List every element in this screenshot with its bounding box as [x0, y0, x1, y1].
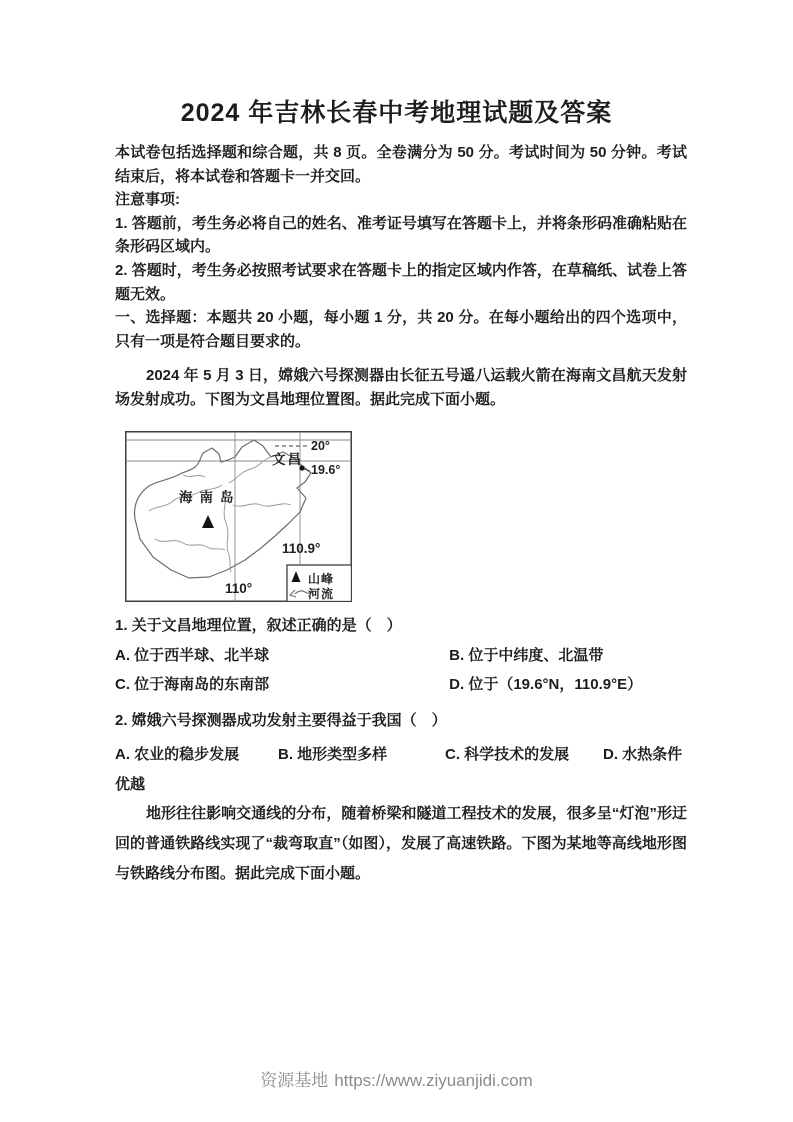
page-title: 2024 年吉林长春中考地理试题及答案	[180, 99, 613, 127]
notice-item-2: 2. 答题时，考生务必按照考试要求在答题卡上的指定区域内作答，在草稿纸、试卷上答题无效。	[115, 261, 687, 303]
q1-option-a: A. 位于西半球、北半球	[115, 647, 270, 664]
legend-peak-label: 山峰	[308, 572, 335, 586]
lon-label-110-9: 110.9°	[282, 541, 321, 556]
lon-label-110: 110°	[225, 581, 253, 596]
city-label: 文昌	[272, 452, 303, 467]
section-heading: 一、选择题：本题共 20 小题，每小题 1 分，共 20 分。在每小题给出的四个选项中，只有一项是符合题目要求的。	[115, 309, 687, 350]
notice-heading: 注意事项:	[115, 191, 180, 209]
hainan-map-figure	[125, 431, 352, 602]
question-1-stem: 1. 关于文昌地理位置，叙述正确的是（ ）	[115, 617, 402, 634]
question-1-options-row-1	[115, 646, 715, 666]
question-2-options	[115, 740, 687, 800]
q2-option-b: B. 地形类型多样	[278, 746, 388, 763]
stimulus-paragraph-1: 2024 年 5 月 3 日，嫦娥六号探测器由长征五号遥八运载火箭在海南文昌航天发射场发射成功。下图为文昌地理位置图。据此完成下面小题。	[115, 367, 687, 408]
lat-label-19-6: 19.6°	[311, 463, 341, 477]
q2-option-a: A. 农业的稳步发展	[115, 746, 240, 763]
legend-river-label: 河流	[308, 587, 335, 601]
hainan-map-svg	[125, 431, 352, 602]
q1-option-d: D. 位于（19.6°N，110.9°E）	[449, 676, 643, 693]
exam-header-block	[115, 141, 687, 353]
island-label: 海南岛	[179, 490, 241, 505]
question-2-stem: 2. 嫦娥六号探测器成功发射主要得益于我国（ ）	[115, 712, 447, 729]
q1-option-b: B. 位于中纬度、北温带	[449, 647, 604, 664]
footer-site-url[interactable]: https://www.ziyuanjidi.com	[334, 1071, 533, 1090]
exam-info-paragraph: 本试卷包括选择题和综合题，共 8 页。全卷满分为 50 分。考试时间为 50 分钟。考试结束后，将本试卷和答题卡一并交回。	[115, 144, 687, 185]
page-footer	[0, 1066, 793, 1091]
notice-item-1: 1. 答题前，考生务必将自己的姓名、准考证号填写在答题卡上，并将条形码准确粘贴在条形码区域内。	[115, 214, 687, 256]
q2-option-c: C. 科学技术的发展	[445, 746, 570, 763]
q1-option-c: C. 位于海南岛的东南部	[115, 676, 270, 693]
q2-option-d: D. 水热条件优越	[115, 746, 683, 793]
lat-label-20: 20°	[311, 439, 330, 453]
question-1-options-row-2	[115, 675, 715, 695]
footer-site-name: 资源基地	[260, 1071, 329, 1090]
map-legend	[287, 565, 352, 602]
stimulus-paragraph-2: 地形往往影响交通线的分布，随着桥梁和隧道工程技术的发展，很多呈“灯泡”形迂回的普通铁路线实现了“裁弯取直”（如图），发展了高速铁路。下图为某地等高线地形图与铁路线分布图。据此完成下面小题。	[115, 805, 687, 882]
